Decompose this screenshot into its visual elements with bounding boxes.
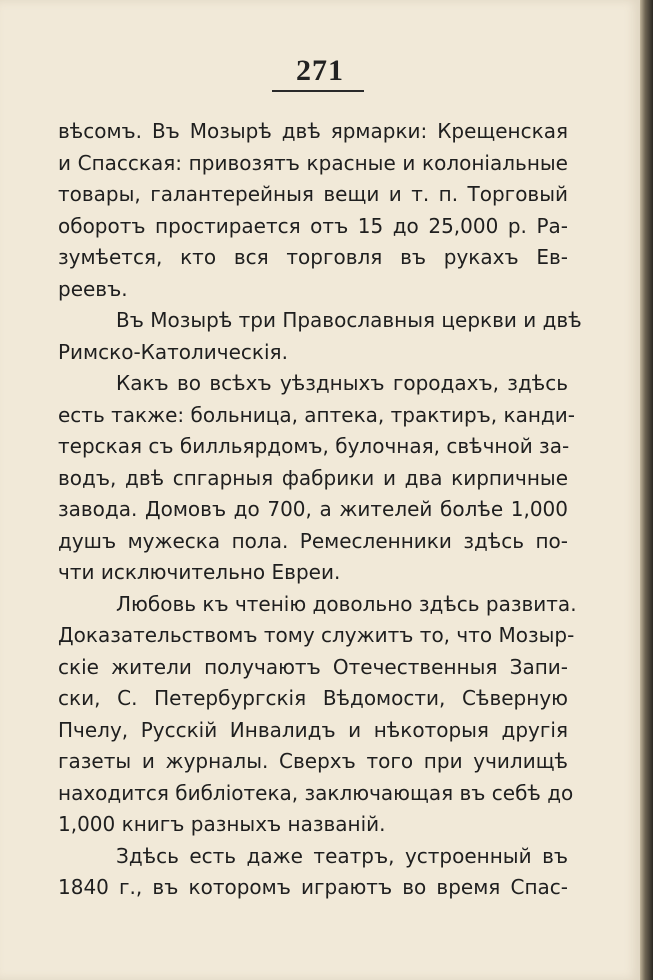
text-line: водъ, двѣ спгарныя фабрики и два кирпичные — [58, 465, 568, 490]
text-line: Любовь къ чтенію довольно здѣсь развита. — [116, 591, 577, 616]
text-line: Въ Мозырѣ три Православныя церкви и двѣ — [116, 308, 582, 332]
text-line: реевъ. — [58, 276, 128, 301]
text-line: есть также: больница, аптека, трактиръ, канди- — [58, 402, 575, 427]
text-line: Здѣсь есть даже театръ, устроенный въ — [116, 843, 568, 868]
text-line: Какъ во всѣхъ уѣздныхъ городахъ, здѣсь — [116, 371, 568, 395]
text-line: зумѣется, кто вся торговля въ рукахъ Ев- — [58, 245, 568, 269]
header-rule — [272, 90, 364, 92]
text-line: вѣсомъ. Въ Мозырѣ двѣ ярмарки: Крещенская — [58, 119, 568, 143]
paragraph — [58, 305, 582, 368]
text-line: ски, С. Петербургскія Вѣдомости, Сѣверную — [58, 686, 568, 710]
text-line: товары, галантерейныя вещи и т. п. Торговый — [58, 182, 568, 206]
body-text — [58, 116, 582, 904]
text-line: 1,000 книгъ разныхъ названій. — [58, 812, 386, 836]
page-number: 271 — [296, 54, 344, 87]
text-line: и Спасская: привозятъ красные и колоніальные — [58, 150, 568, 175]
text-line: оборотъ простирается отъ 15 до 25,000 р. Ра- — [58, 213, 568, 238]
paragraph — [58, 841, 568, 904]
text-line: 1840 г., въ которомъ играютъ во время Спас- — [58, 875, 568, 899]
page-edge — [640, 0, 653, 980]
text-line: газеты и журналы. Сверхъ того при училищѣ — [58, 749, 568, 773]
text-line: Римско-Католическія. — [58, 339, 288, 364]
text-line: находится библіотека, заключающая въ себѣ до — [58, 780, 574, 805]
text-line: завода. Домовъ до 700, а жителей болѣе 1,000 — [58, 497, 568, 521]
text-line: Пчелу, Русскій Инвалидъ и нѣкоторыя другія — [58, 717, 568, 742]
text-line: терская съ билльярдомъ, булочная, свѣчной за- — [58, 434, 570, 458]
paragraph — [58, 589, 577, 841]
text-line: Доказательствомъ тому служитъ то, что Мозыр- — [58, 623, 575, 647]
text-line: душъ мужеска пола. Ремесленники здѣсь по- — [58, 528, 568, 553]
paragraph — [58, 116, 568, 305]
text-line: чти исключительно Евреи. — [58, 560, 341, 584]
text-line: скіе жители получаютъ Отечественныя Запи- — [58, 654, 568, 679]
paragraph — [58, 368, 575, 589]
